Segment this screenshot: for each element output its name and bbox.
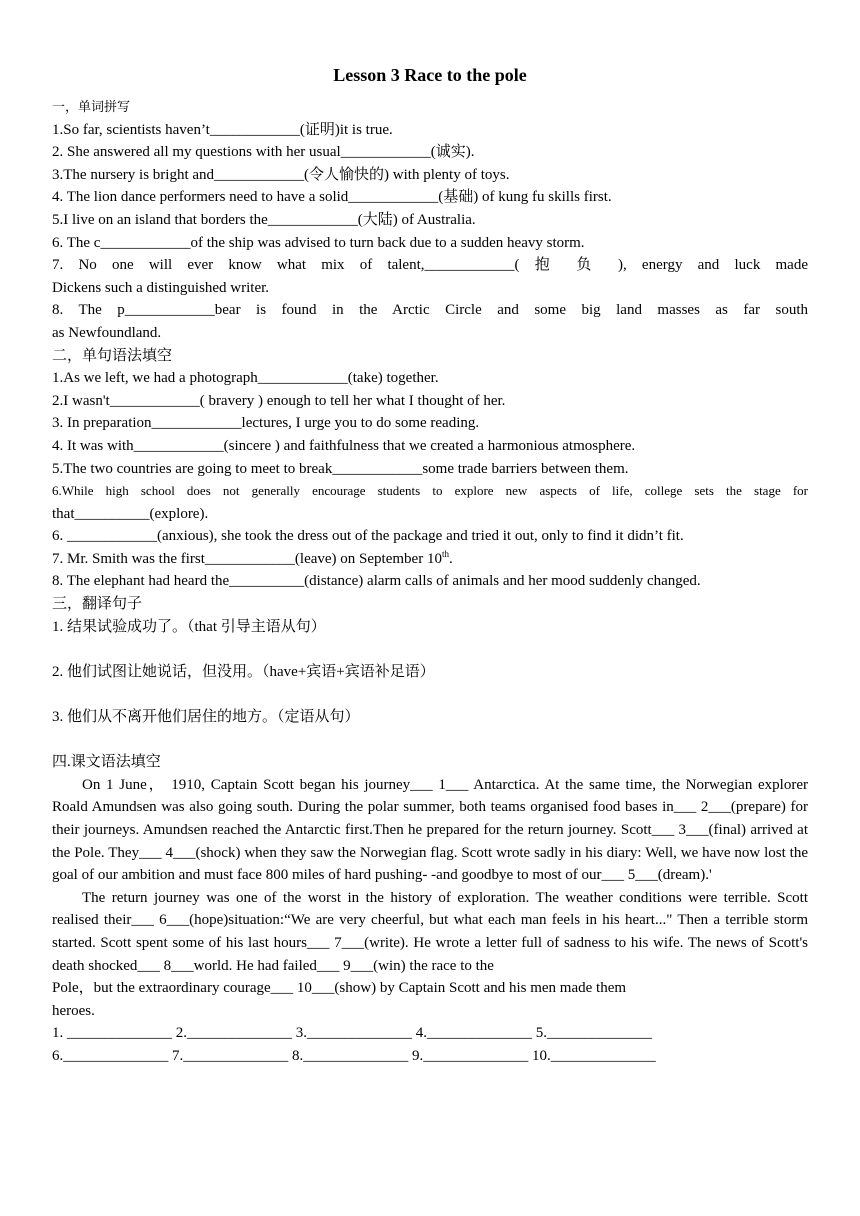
- question-line: 1.As we left, we had a photograph____________(take) together.: [52, 370, 439, 387]
- question-line: [52, 548, 808, 571]
- question-line: 3.The nursery is bright and____________(令人愉快的) with plenty of toys.: [52, 166, 510, 183]
- question-line: 6. The c____________of the ship was advised to turn back due to a sudden heavy storm.: [52, 234, 585, 251]
- question-line: as Newfoundland.: [52, 324, 162, 341]
- question-line: 5.The two countries are going to meet to break____________some trade barriers between them.: [52, 460, 629, 477]
- worksheet: [52, 62, 808, 1068]
- question-line: 2.I wasn't____________( bravery ) enough to tell her what I thought of her.: [52, 392, 506, 409]
- question-line: 3. In preparation____________lectures, I urge you to do some reading.: [52, 415, 480, 432]
- question-line: 6. ____________(anxious), she took the dress out of the package and tried it out, only to find it didn’t fit.: [52, 528, 684, 545]
- question-text: 7. Mr. Smith was the first____________(leave) on September 10: [52, 550, 442, 567]
- period: .: [448, 550, 453, 567]
- question-line: 2. She answered all my questions with her usual____________(诚实).: [52, 144, 475, 161]
- question-line: 8. The p____________bear is found in the Arctic Circle and some big land masses as far south: [52, 302, 808, 319]
- passage-paragraph: On 1 June， 1910, Captain Scott began his journey___ 1___ Antarctica. At the same time, the Norwegian explorer Roald Amundsen was also going south. During the polar summer, both teams organised food bases in___ 2___(prepare) for their journeys. Amundsen reached the Antarctic first.Then he prepared for the return journey. Scott___ 3___(final) arrived at the Pole. They___ 4___(shock) when they saw the Norwegian flag. Scott wrote sadly in his diary: Well, we have now lost the goal of our ambition and must face 800 miles of hard pushing- -and goodbye to most of our___ 5___(dream).': [52, 776, 808, 884]
- passage-paragraph: The return journey was one of the worst in the history of exploration. The weather conditions were terrible. Scott realised their___ 6___(hope)situation:“We are very cheerful, but what each man feels in his heart..." Then a terrible storm started. Scott spent some of his last hours___ 7___(write). He wrote a letter full of sadness to his wife. The news of Scott's death shocked___ 8___world. He had failed___ 9___(win) the race to the: [52, 889, 808, 974]
- question-line: 4. It was with____________(sincere ) and faithfulness that we created a harmonious atmosphere.: [52, 437, 636, 454]
- passage-line: heroes.: [52, 1002, 95, 1019]
- page-title: Lesson 3 Race to the pole: [333, 65, 527, 85]
- translation-item: 1. 结果试验成功了。（that 引导主语从句）: [52, 618, 326, 635]
- question-line: 7. No one will ever know what mix of talent,____________( 抱 负 ), energy and luck made: [52, 257, 808, 274]
- question-line: Dickens such a distinguished writer.: [52, 279, 270, 296]
- question-line: 5.I live on an island that borders the____________(大陆) of Australia.: [52, 211, 476, 228]
- answer-blanks-row: 1. ______________ 2.______________ 3.______________ 4.______________ 5.______________: [52, 1025, 652, 1042]
- section-heading-grammar: 二，单句语法填空: [52, 347, 173, 364]
- answer-blanks-row: 6.______________ 7.______________ 8.______________ 9.______________ 10.______________: [52, 1047, 656, 1064]
- question-line: that__________(explore).: [52, 505, 209, 522]
- passage-line: Pole，but the extraordinary courage___ 10___(show) by Captain Scott and his men made them: [52, 980, 627, 997]
- question-line: 8. The elephant had heard the__________(distance) alarm calls of animals and her mood suddenly changed.: [52, 573, 701, 590]
- translation-item: 2. 他们试图让她说话，但没用。（have+宾语+宾语补足语）: [52, 663, 435, 680]
- section-heading-passage: 四.课文语法填空: [52, 754, 161, 771]
- section-heading-spelling: 一，单词拼写: [52, 99, 131, 114]
- ordinal-suffix: th: [441, 548, 449, 559]
- translation-item: 3. 他们从不离开他们居住的地方。（定语从句）: [52, 709, 360, 726]
- question-line: 4. The lion dance performers need to have a solid____________(基础) of kung fu skills first.: [52, 189, 612, 206]
- question-line: 1.So far, scientists haven’t____________(证明)it is true.: [52, 121, 393, 138]
- section-heading-translation: 三，翻译句子: [52, 596, 143, 613]
- question-line: 6.While high school does not generally encourage students to explore new aspects of life, college sets the stage for: [52, 483, 808, 499]
